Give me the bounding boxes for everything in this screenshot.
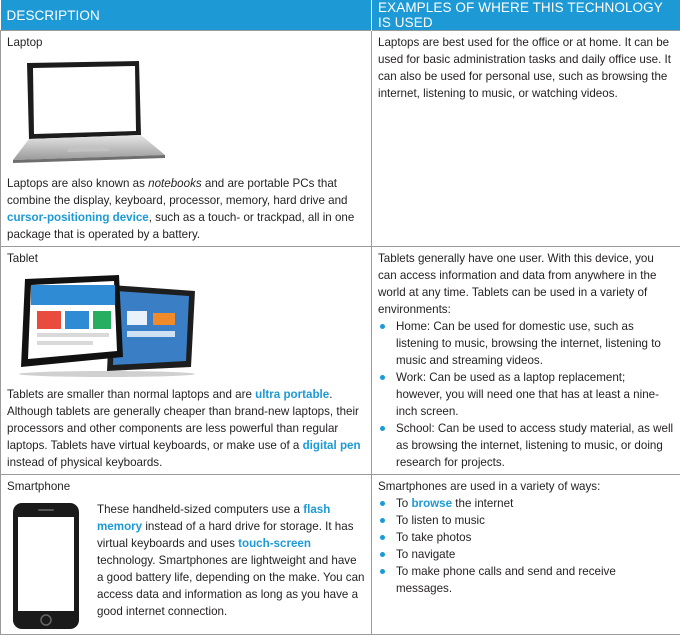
ultra-portable-term: ultra portable — [255, 388, 329, 401]
smartphone-examples-list — [378, 495, 674, 597]
laptop-description — [7, 175, 365, 243]
tablet-description-cell — [1, 247, 372, 475]
tablet-title: Tablet — [7, 250, 365, 267]
table-row-tablet — [1, 247, 680, 475]
list-item: Work: Can be used as a laptop replacement; however, you will need one that has at least a nine-inch screen. — [378, 369, 674, 420]
laptop-desc-text-1: Laptops are also known as — [7, 177, 148, 190]
header-examples: EXAMPLES OF WHERE THIS TECHNOLOGY IS USED — [372, 0, 680, 31]
smartphone-desc-text-2: instead of a hard drive for storage. It has virtual keyboards and uses — [97, 520, 354, 550]
browse-item-text-post: the internet — [452, 497, 513, 510]
tablet-desc-text-1: Tablets are smaller than normal laptops and are — [7, 388, 255, 401]
laptop-desc-text-3: , such as a touch- or trackpad, all in one package that is operated by a battery. — [7, 211, 354, 241]
smartphone-desc-text-3: technology. Smartphones are lightweight and have a good battery life, depending on the make. You can access data and information as long as you have a good internet connection. — [97, 554, 365, 618]
laptop-description-cell — [1, 31, 372, 247]
notebooks-term: notebooks — [148, 177, 202, 190]
tablet-examples-intro: Tablets generally have one user. With this device, you can access information and data from anywhere in the world at any time. Tablets can be used in a variety of environments: — [378, 250, 674, 318]
header-row — [1, 0, 680, 31]
smartphone-desc-text-1: These handheld-sized computers use a — [97, 503, 303, 516]
list-item: To navigate — [378, 546, 674, 563]
laptop-title: Laptop — [7, 34, 365, 51]
tablet-desc-text-3: instead of physical keyboards. — [7, 456, 162, 469]
tablet-description — [7, 386, 365, 471]
header-description: DESCRIPTION — [1, 0, 372, 31]
list-item: To take photos — [378, 529, 674, 546]
tablet-image — [15, 271, 201, 381]
laptop-image — [9, 59, 169, 167]
smartphone-examples-cell — [372, 475, 680, 635]
cursor-positioning-device-term: cursor-positioning device — [7, 211, 149, 224]
tablet-examples-cell — [372, 247, 680, 475]
touch-screen-term: touch-screen — [238, 537, 311, 550]
smartphone-title: Smartphone — [7, 478, 365, 495]
browse-term: browse — [411, 497, 452, 510]
laptop-desc-text-2: and are portable PCs that combine the display, keyboard, processor, memory, hard drive and — [7, 177, 347, 207]
list-item — [378, 495, 674, 512]
list-item: To make phone calls and send and receive messages. — [378, 563, 674, 597]
laptop-examples: Laptops are best used for the office or at home. It can be used for basic administration tasks and daily office use. It can also be used for personal use, such as browsing the internet, listening to music, or watching videos. — [378, 34, 674, 102]
list-item: Home: Can be used for domestic use, such as listening to music, browsing the internet, listening to music and streaming videos. — [378, 318, 674, 369]
smartphone-examples-intro: Smartphones are used in a variety of ways: — [378, 478, 674, 495]
list-item: To listen to music — [378, 512, 674, 529]
browse-item-text-pre: To — [396, 497, 411, 510]
smartphone-description-cell — [1, 475, 372, 635]
tablet-desc-text-2: . Although tablets are generally cheaper than brand-new laptops, their processors and other components are less powerful than regular laptops. Tablets have virtual keyboards, or make use of a — [7, 388, 359, 452]
digital-pen-term: digital pen — [303, 439, 361, 452]
list-item: School: Can be used to access study material, as well as browsing the internet, listening to music, or doing research for projects. — [378, 420, 674, 471]
tablet-examples-list — [378, 318, 674, 471]
laptop-examples-cell — [372, 31, 680, 247]
table-row-laptop — [1, 31, 680, 247]
smartphone-image — [11, 501, 81, 631]
flash-memory-term: flash memory — [97, 503, 330, 533]
table-row-smartphone — [1, 475, 680, 635]
smartphone-description — [97, 501, 365, 620]
